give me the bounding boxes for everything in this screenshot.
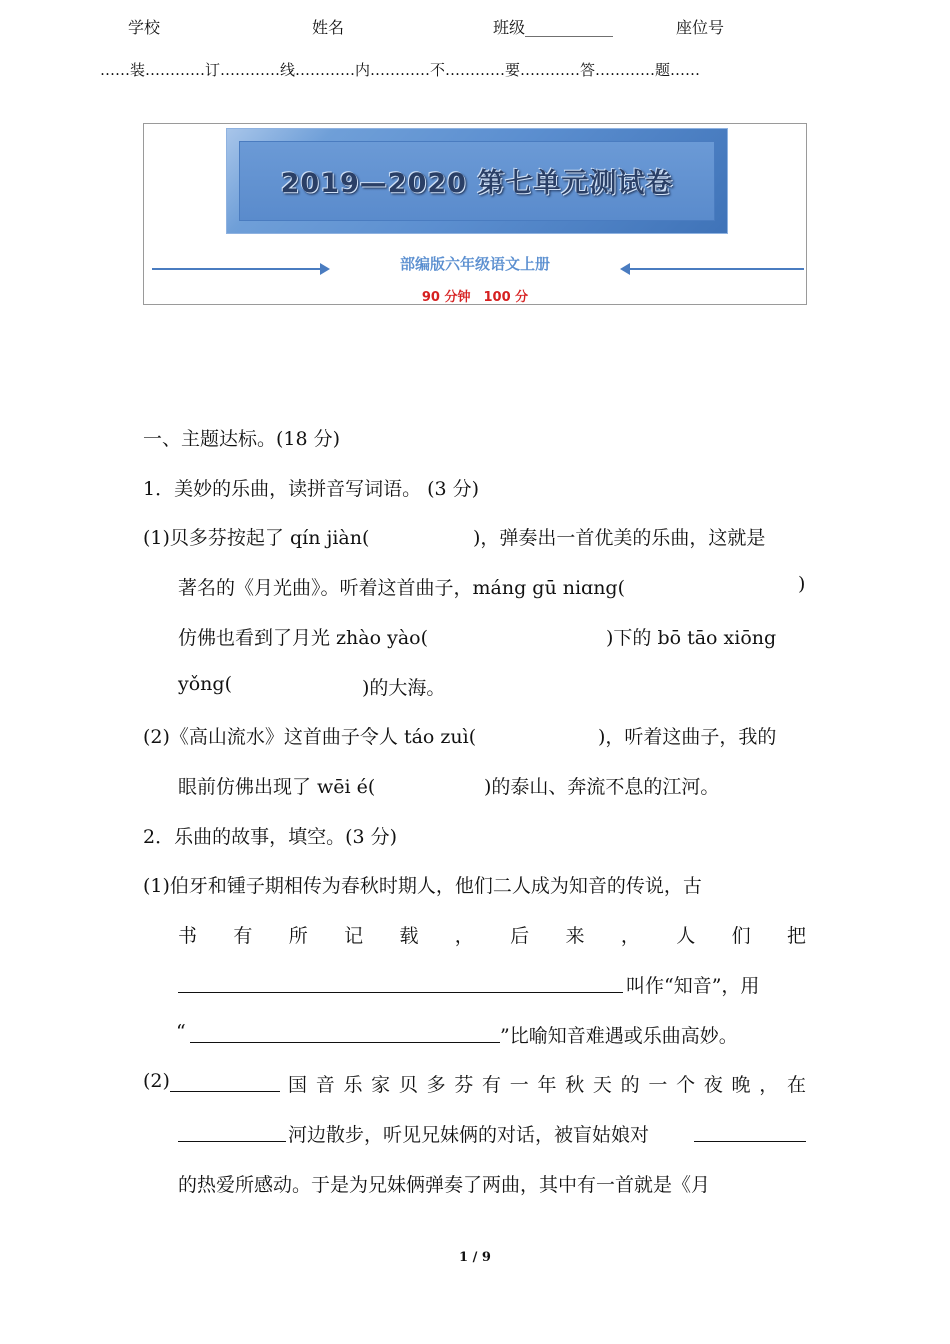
name-label: 姓名 bbox=[312, 18, 345, 37]
q1-p1-line4-b: )的大海。 bbox=[362, 677, 446, 699]
question-2-title: 2．乐曲的故事，填空。(3 分) bbox=[143, 826, 398, 848]
blank-place[interactable] bbox=[178, 1123, 286, 1142]
q2-p1-line1: (1)伯牙和锺子期相传为春秋时期人，他们二人成为知音的传说，古 bbox=[143, 875, 702, 897]
q1-p1-line1-b: )，弹奏出一首优美的乐曲，这就是 bbox=[473, 527, 766, 549]
q2-p1-line3-b: 叫作“知音”，用 bbox=[626, 975, 760, 997]
q2-p1-line4-a: “ bbox=[176, 1021, 186, 1043]
banner-subtitle: 部编版六年级语文上册 bbox=[399, 255, 550, 273]
banner-time: 90 分钟 100 分 bbox=[421, 290, 529, 305]
q1-p1-line2-b: ) bbox=[798, 573, 806, 595]
q2-p2-line2-b: 河边散步，听见兄妹俩的对话，被盲姑娘对 bbox=[288, 1124, 650, 1146]
q2-p2-line3: 的热爱所感动。于是为兄妹俩弹奏了两曲，其中有一首就是《月 bbox=[178, 1174, 711, 1196]
blank-idiom[interactable] bbox=[190, 1024, 500, 1043]
page-number: 1 / 9 bbox=[459, 1250, 491, 1265]
q2-p1-line4-b: ”比喻知音难遇或乐曲高妙。 bbox=[500, 1025, 738, 1047]
q1-p1-line3-b: )下的 bō tāo xiōng bbox=[606, 627, 777, 649]
blank-zhiyin-source[interactable] bbox=[178, 974, 623, 993]
title-banner bbox=[143, 123, 807, 305]
banner-title: 2019—2020 第七单元测试卷 bbox=[280, 168, 674, 199]
q1-p1-line2-a: 著名的《月光曲》。听着这首曲子，máng gū niɑng( bbox=[178, 577, 626, 599]
q1-p1-line4-a: yǒng( bbox=[178, 673, 232, 695]
section-heading: 一、主题达标。(18 分) bbox=[143, 428, 341, 450]
school-label: 学校 bbox=[128, 18, 161, 37]
q1-p2-line2-b: )的泰山、奔流不息的江河。 bbox=[484, 776, 720, 798]
q1-p1-line3-a: 仿佛也看到了月光 zhào yào( bbox=[178, 627, 429, 649]
blank-nationality[interactable] bbox=[170, 1073, 280, 1092]
q2-p2-line1-a: (2) bbox=[143, 1070, 170, 1092]
class-label: 班级___________ bbox=[493, 18, 614, 37]
q2-p2-line1: 国 音 乐 家 贝 多 芬 有 一 年 秋 天 的 一 个 夜 晚 ， 在 bbox=[288, 1074, 806, 1096]
banner-plate bbox=[226, 128, 728, 234]
question-1-title: 1．美妙的乐曲，读拼音写词语。 (3 分) bbox=[143, 478, 480, 500]
q2-p1-line2: 书 有 所 记 载 ， 后 来 ， 人 们 把 bbox=[178, 925, 806, 947]
q1-p1-line1-a: (1)贝多芬按起了 qín jiàn( bbox=[143, 527, 370, 549]
q1-p2-line1-b: )，听着这曲子，我的 bbox=[598, 726, 777, 748]
blank-object[interactable] bbox=[694, 1123, 806, 1142]
q1-p2-line1-a: (2)《高山流水》这首曲子令人 táo zuì( bbox=[143, 726, 477, 748]
q1-p2-line2-a: 眼前仿佛出现了 wēi é( bbox=[178, 776, 376, 798]
binding-line: ……装…………订…………线…………内…………不…………要…………答…………题…… bbox=[100, 61, 701, 79]
seat-label: 座位号 bbox=[676, 18, 725, 37]
